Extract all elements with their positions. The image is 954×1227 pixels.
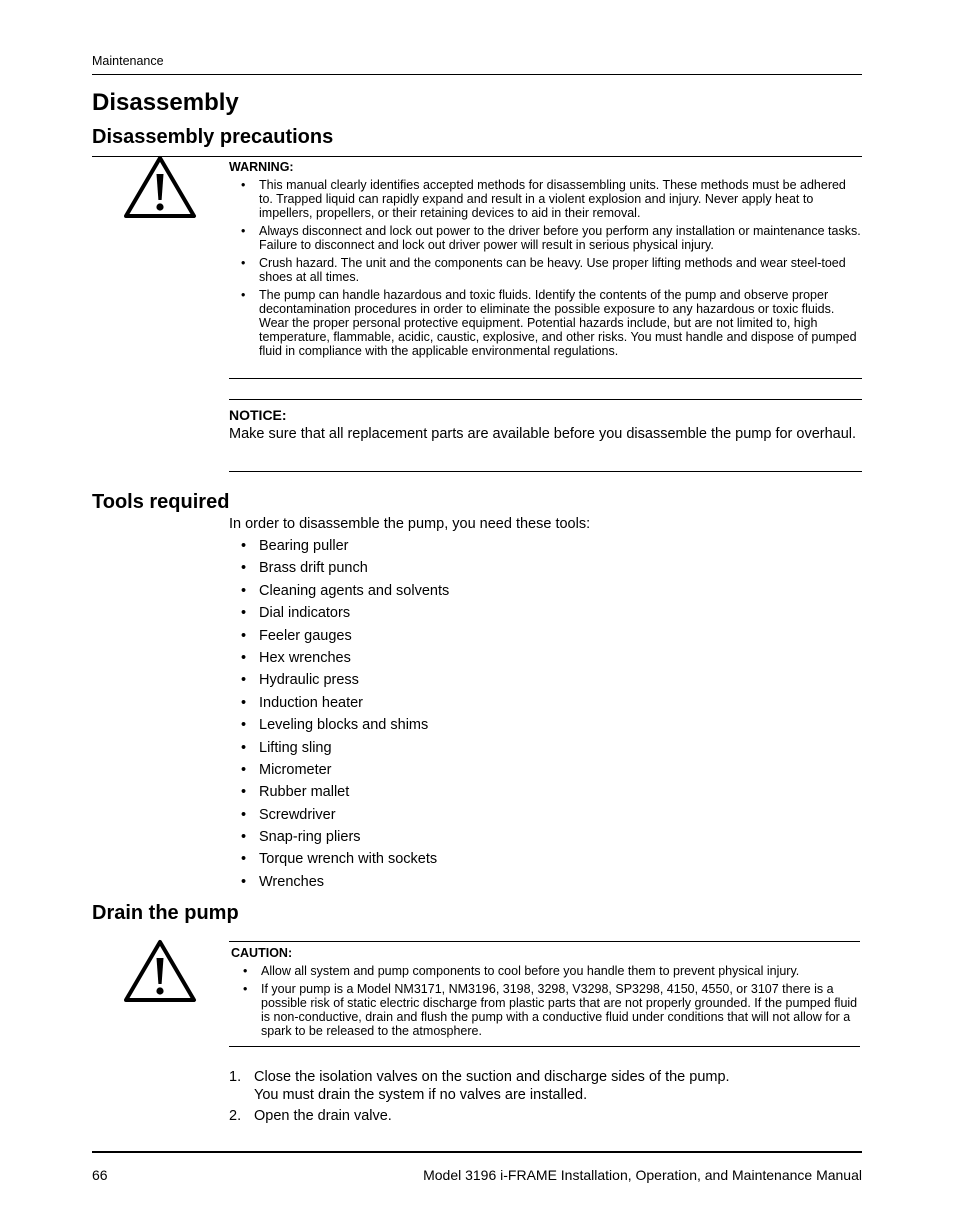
tool-item: • Bearing puller xyxy=(229,535,449,557)
step-item xyxy=(229,1068,862,1104)
warning-item: • The pump can handle hazardous and toxic fluids. Identify the contents of the pump and observe proper decontamination procedures in order to eliminate the possible exposure to any hazardous or toxic fluids. Wear the proper personal protective equipment. Potential hazards include, but are not limited to, high temperature, flammable, acidic, caustic, explosive, and other risks. You must handle and dispose of pumped fluid in compliance with the applicable environmental regulations. xyxy=(229,288,862,358)
warning-list xyxy=(229,178,862,358)
manual-title: Model 3196 i-FRAME Installation, Operation, and Maintenance Manual xyxy=(423,1167,862,1183)
caution-list xyxy=(231,964,860,1038)
tool-item: • Brass drift punch xyxy=(229,557,449,579)
notice-bottom-rule xyxy=(229,471,862,472)
tool-item: • Leveling blocks and shims xyxy=(229,714,449,736)
caution-label: CAUTION: xyxy=(231,946,293,960)
drain-heading: Drain the pump xyxy=(92,902,239,924)
tools-intro: In order to disassemble the pump, you need these tools: xyxy=(229,516,591,532)
warning-triangle-icon xyxy=(122,154,198,220)
warning-item: • Always disconnect and lock out power to the driver before you perform any installation or maintenance tasks. Failure to disconnect and lock out driver power will result in serious physical injury. xyxy=(229,224,862,252)
warning-block xyxy=(229,160,862,362)
tool-item: • Screwdriver xyxy=(229,804,449,826)
tool-item: • Lifting sling xyxy=(229,737,449,759)
notice-block xyxy=(229,407,862,443)
caution-item: • If your pump is a Model NM3171, NM3196, 3198, 3298, V3298, SP3298, 4150, 4550, or 3107 there is a possible risk of static electric discharge from plastic parts that are not properly grounded. If the pumped fluid is non-conductive, drain and flush the pump with a conductive fluid under conditions that will not allow for a spark to be released to the atmosphere. xyxy=(231,982,860,1038)
tool-item: • Induction heater xyxy=(229,692,449,714)
notice-top-rule xyxy=(229,399,862,400)
tool-item: • Torque wrench with sockets xyxy=(229,848,449,870)
caution-item: • Allow all system and pump components to cool before you handle them to prevent physical injury. xyxy=(231,964,860,978)
caution-top-rule xyxy=(229,941,860,942)
precautions-rule xyxy=(92,156,862,157)
page-title: Disassembly xyxy=(92,89,239,116)
drain-steps xyxy=(229,1068,862,1128)
step-subtext: You must drain the system if no valves are installed. xyxy=(254,1087,588,1103)
caution-block xyxy=(231,946,860,1042)
step-number: 2. xyxy=(229,1108,242,1124)
page-number: 66 xyxy=(92,1167,108,1183)
warning-label: WARNING: xyxy=(229,160,294,174)
tool-item: • Micrometer xyxy=(229,759,449,781)
notice-label: NOTICE: xyxy=(229,407,287,423)
header-rule xyxy=(92,74,862,75)
caution-bottom-rule xyxy=(229,1046,860,1047)
footer-rule xyxy=(92,1151,862,1153)
warning-item: • Crush hazard. The unit and the components can be heavy. Use proper lifting methods and wear steel-toed shoes at all times. xyxy=(229,256,862,284)
warning-bottom-rule xyxy=(229,378,862,379)
step-item xyxy=(229,1107,862,1125)
step-number: 1. xyxy=(229,1069,242,1085)
tool-item: • Dial indicators xyxy=(229,602,449,624)
step-text: Close the isolation valves on the suction and discharge sides of the pump. xyxy=(254,1069,730,1085)
warning-item: • This manual clearly identifies accepted methods for disassembling units. These methods must be adhered to. Trapped liquid can rapidly expand and result in a violent explosion and injury. Never apply heat to impellers, propellers, or their retaining devices to aid in their removal. xyxy=(229,178,862,220)
tool-item: • Rubber mallet xyxy=(229,781,449,803)
tool-item: • Wrenches xyxy=(229,871,449,893)
tool-item: • Snap-ring pliers xyxy=(229,826,449,848)
step-text: Open the drain valve. xyxy=(254,1108,392,1124)
tool-item: • Hex wrenches xyxy=(229,647,449,669)
precautions-heading: Disassembly precautions xyxy=(92,126,334,148)
running-header: Maintenance xyxy=(92,54,164,68)
tool-item: • Hydraulic press xyxy=(229,669,449,691)
notice-text: Make sure that all replacement parts are available before you disassemble the pump for overhaul. xyxy=(229,426,857,442)
warning-triangle-icon xyxy=(122,938,198,1004)
tools-list xyxy=(229,535,449,893)
tool-item: • Cleaning agents and solvents xyxy=(229,580,449,602)
tool-item: • Feeler gauges xyxy=(229,625,449,647)
tools-heading: Tools required xyxy=(92,491,230,513)
